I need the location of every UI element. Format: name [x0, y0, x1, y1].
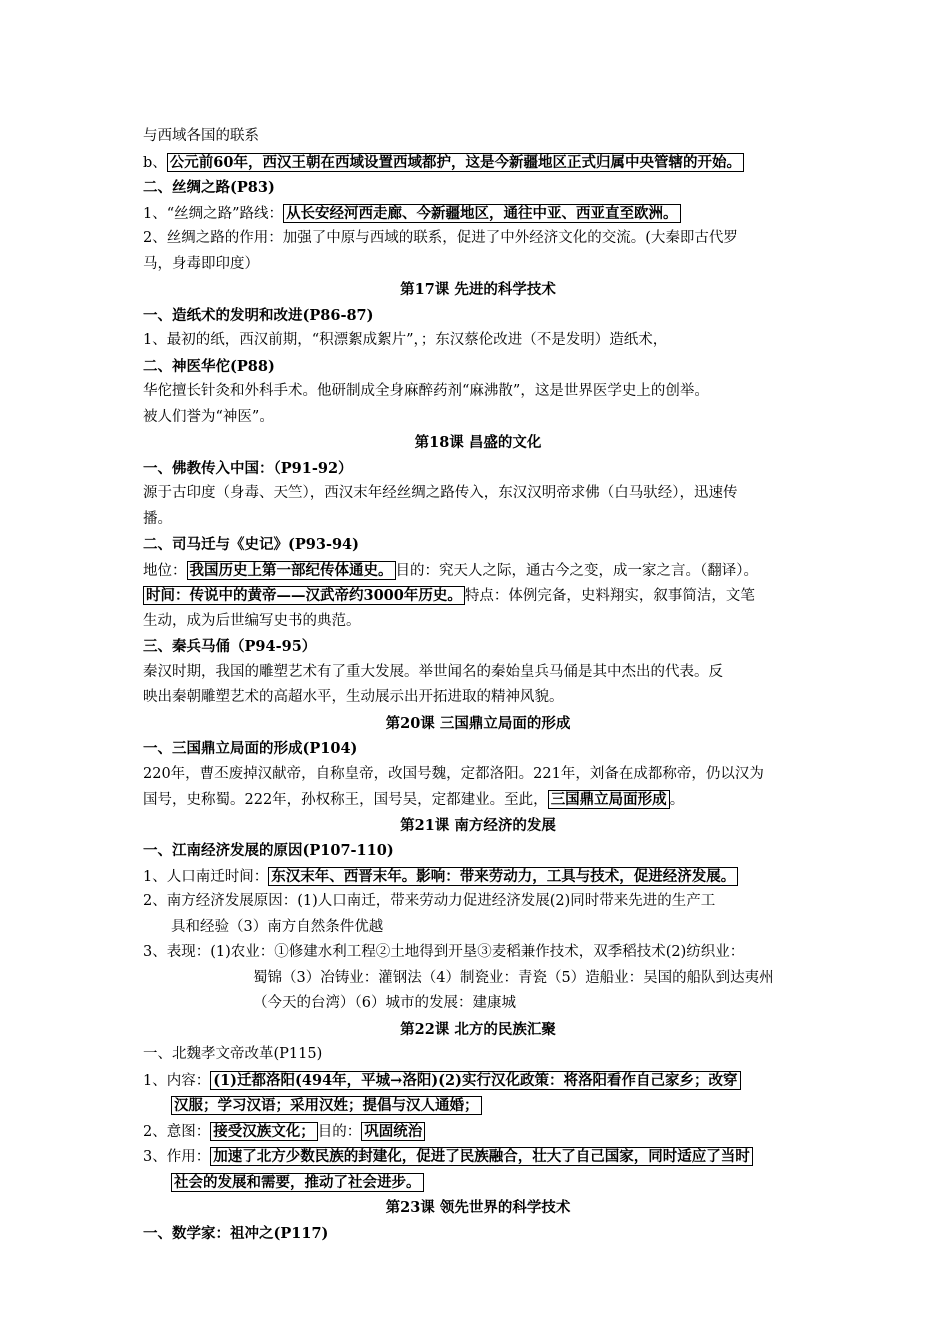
text-line: [143, 405, 813, 431]
lesson-title: 第23课 领先世界的科学技术: [385, 1199, 571, 1216]
lesson-title: 第22课 北方的民族汇聚: [400, 1020, 556, 1038]
key-point-box: 巩固统治: [361, 1122, 425, 1141]
line-text: 2、南方经济发展原因：(1)人口南迁，带来劳动力促进经济发展(2)同时带来先进的生产工: [143, 893, 716, 909]
text-line: [143, 1042, 813, 1068]
line-text: 1、最初的纸，西汉前期，“积漂絮成絮片”，；东汉蔡伦改进（不是发明）造纸术，: [143, 332, 668, 348]
line-prefix: 地位：: [143, 562, 187, 579]
text-line: [143, 507, 813, 533]
line-text: 马，身毒即印度）: [143, 255, 259, 272]
line-text: 与西域各国的联系: [143, 128, 259, 144]
line-text: 源于古印度（身毒、天竺），西汉末年经丝绸之路传入，东汉汉明帝求佛（白马驮经），迅速传: [143, 485, 738, 501]
line-text: 秦汉时期，我国的雕塑艺术有了重大发展。举世闻名的秦始皇兵马俑是其中杰出的代表。反: [143, 663, 723, 680]
text-line: [143, 762, 813, 788]
section-heading: 三、秦兵马俑（P94-95）: [143, 638, 317, 655]
text-line: [143, 660, 813, 686]
line-suffix: 目的：: [317, 1123, 362, 1140]
key-point-box: 时间：传说中的黄帝——汉武帝约3000年历史。: [143, 586, 465, 605]
key-point-box: 我国历史上第一部纪传体通史。: [187, 561, 396, 580]
key-point-box: (1)迁都洛阳(494年，平城→洛阳)(2)实行汉化政策：将洛阳看作自己家乡；改穿: [210, 1071, 740, 1090]
line-suffix: 目的：究天人之际，通古今之变，成一家之言。（翻译）。: [395, 562, 758, 579]
text-line: [143, 481, 813, 507]
section-heading: 一、佛教传入中国：（P91-92）: [143, 459, 353, 477]
lesson-title: 第20课 三国鼎立局面的形成: [385, 714, 571, 732]
text-line: [143, 124, 813, 150]
text-line: [143, 379, 813, 405]
section-heading: 二、丝绸之路(P83): [143, 179, 275, 196]
lesson-title: 第18课 昌盛的文化: [414, 434, 542, 451]
line-prefix: 1、人口南迁时间：: [143, 868, 269, 885]
key-point-box: 公元前60年，西汉王朝在西域设置西域都护，这是今新疆地区正式归属中央管辖的开始。: [167, 153, 744, 172]
text-line: [143, 1119, 813, 1145]
line-prefix: 国号，史称蜀。222年，孙权称王，国号吴，定都建业。至此，: [143, 792, 548, 808]
text-line: [143, 252, 813, 278]
key-point-box: 东汉末年、西晋末年。影响：带来劳动力，工具与技术，促进经济发展。: [268, 867, 738, 886]
text-line: [143, 328, 813, 354]
section-heading: 一、造纸术的发明和改进(P86-87): [143, 306, 374, 324]
text-line: [143, 915, 813, 941]
line-text: 具和经验（3）南方自然条件优越: [171, 918, 384, 935]
section-heading: 二、司马迁与《史记》(P93-94): [143, 536, 359, 553]
text-line: [143, 685, 813, 711]
line-text: 映出秦朝雕塑艺术的高超水平，生动展示出开拓进取的精神风貌。: [143, 689, 564, 705]
line-prefix: 3、作用：: [143, 1149, 211, 1165]
section-heading: 二、神医华佗(P88): [143, 357, 275, 375]
lesson-title: 第17课 先进的科学技术: [400, 281, 556, 298]
line-text: 播。: [143, 510, 172, 527]
text-line: [143, 609, 813, 635]
line-suffix: 。: [669, 792, 685, 808]
line-prefix: b、: [143, 154, 167, 171]
line-suffix: 特点：体例完备，史料翔实，叙事简洁，文笔: [464, 588, 755, 604]
lesson-title: 第21课 南方经济的发展: [400, 816, 556, 834]
line-text: 220年，曹丕废掉汉献帝，自称皇帝，改国号魏，定都洛阳。221年，刘备在成都称帝，仍以汉为: [143, 765, 764, 782]
line-text: 华佗擅长针灸和外科手术。他研制成全身麻醉药剂“麻沸散”，这是世界医学史上的创举。: [143, 383, 709, 399]
text-line: [143, 201, 813, 227]
text-line: [143, 150, 813, 176]
line-text: 3、表现：(1)农业：①修建水利工程②土地得到开垦③麦稻兼作技术，双季稻技术(2)纺织业：: [143, 944, 745, 960]
key-point-box: 接受汉族文化；: [210, 1122, 318, 1141]
text-line: [143, 966, 813, 992]
text-line: [143, 940, 813, 966]
section-heading: 一、江南经济发展的原因(P107-110): [143, 842, 394, 859]
line-prefix: 1、内容：: [143, 1072, 211, 1089]
text-line: [143, 583, 813, 609]
line-text: 蜀锦（3）冶铸业：灌钢法（4）制瓷业：青瓷（5）造船业：吴国的船队到达夷州: [253, 969, 774, 986]
section-heading: 一、数学家：祖冲之(P117): [143, 1224, 329, 1242]
line-text: 被人们誉为“神医”。: [143, 408, 274, 425]
key-point-box: 加速了北方少数民族的封建化，促进了民族融合，壮大了自己国家，同时适应了当时: [210, 1147, 753, 1166]
key-point-box: 社会的发展和需要，推动了社会进步。: [171, 1173, 424, 1192]
key-point-box: 从长安经河西走廊、今新疆地区，通往中亚、西亚直至欧洲。: [283, 204, 681, 223]
line-text: 2、丝绸之路的作用：加强了中原与西域的联系，促进了中外经济文化的交流。(大秦即古代罗: [143, 230, 738, 246]
text-line: [143, 226, 813, 252]
text-line: [143, 787, 813, 813]
text-line: [143, 558, 813, 584]
key-point-box: 汉服；学习汉语；采用汉姓；提倡与汉人通婚；: [171, 1096, 482, 1115]
text-line: [143, 1068, 813, 1094]
text-line: [143, 1170, 813, 1196]
line-text: 生动，成为后世编写史书的典范。: [143, 612, 361, 629]
line-prefix: 1、“丝绸之路”路线：: [143, 205, 284, 222]
text-line: [143, 889, 813, 915]
line-text: （今天的台湾）（6）城市的发展：建康城: [253, 995, 516, 1011]
text-line: [143, 1144, 813, 1170]
text-line: [143, 864, 813, 890]
section-heading: 一、三国鼎立局面的形成(P104): [143, 740, 358, 757]
text-line: [143, 1093, 813, 1119]
key-point-box: 三国鼎立局面形成: [548, 790, 670, 809]
line-prefix: 2、意图：: [143, 1123, 211, 1140]
document-page: [143, 124, 813, 1246]
line-text: 一、北魏孝文帝改革(P115): [143, 1046, 323, 1062]
text-line: [143, 991, 813, 1017]
